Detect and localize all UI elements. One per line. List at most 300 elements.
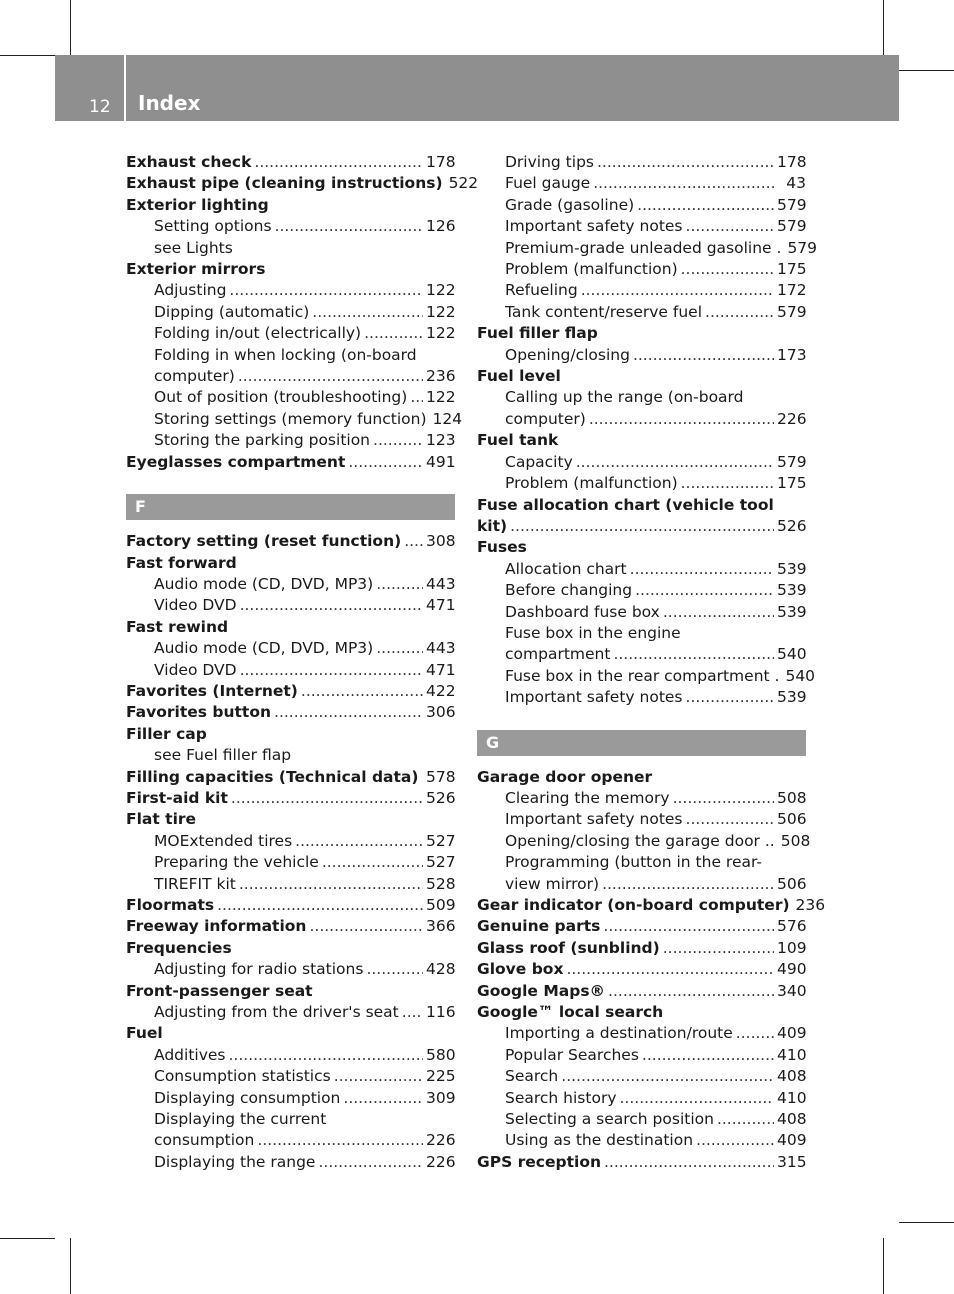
- index-cross-reference: see Fuel filler flap: [154, 746, 292, 765]
- index-entry-row: [505, 602, 806, 623]
- dot-leader: [275, 216, 423, 237]
- page-reference[interactable]: 576: [777, 917, 807, 936]
- index-entry-label: view mirror): [505, 874, 600, 893]
- index-entry-label: Video DVD: [154, 660, 237, 679]
- index-entry[interactable]: [126, 660, 455, 681]
- dot-leader: [566, 959, 774, 980]
- index-entry[interactable]: [477, 302, 806, 323]
- index-entry-label: Importing a destination/route: [505, 1024, 733, 1043]
- index-entry: [126, 981, 455, 1002]
- index-entry[interactable]: [126, 574, 455, 595]
- index-entry[interactable]: [477, 1088, 806, 1109]
- index-entry[interactable]: [126, 1002, 455, 1023]
- page-reference[interactable]: 309: [426, 1088, 456, 1107]
- page-reference[interactable]: 528: [426, 874, 456, 893]
- index-entry-label: Audio mode (CD, DVD, MP3): [154, 639, 374, 658]
- index-entry[interactable]: [126, 702, 455, 723]
- index-entry-row: [505, 452, 806, 473]
- index-entry-row: [154, 874, 455, 895]
- index-entry-label: Displaying the range: [154, 1152, 316, 1171]
- index-entry-label: Storing the parking position: [154, 431, 371, 450]
- dot-leader: [597, 152, 774, 173]
- page-reference[interactable]: 410: [777, 1045, 807, 1064]
- dot-leader: [239, 874, 423, 895]
- index-entry[interactable]: [477, 238, 818, 259]
- page-reference[interactable]: 236: [795, 896, 826, 914]
- page-reference[interactable]: 527: [426, 853, 456, 872]
- index-heading: Fuel filler flap: [477, 324, 598, 343]
- page-reference[interactable]: 126: [426, 217, 456, 236]
- index-entry[interactable]: [477, 473, 806, 494]
- page-reference[interactable]: 408: [777, 1067, 807, 1086]
- index-entry-label: MOExtended tires: [154, 831, 293, 850]
- index-entry-label: Search history: [505, 1088, 617, 1107]
- index-entry-row: [477, 516, 806, 537]
- dot-leader: [257, 1130, 423, 1151]
- page-reference[interactable]: 409: [777, 1024, 807, 1043]
- page-reference[interactable]: 225: [426, 1067, 456, 1086]
- index-entry-row: [505, 195, 806, 216]
- index-entry[interactable]: [477, 938, 806, 959]
- index-entry[interactable]: [477, 602, 806, 623]
- index-entry-row: [154, 1045, 455, 1066]
- page-reference[interactable]: 443: [426, 639, 456, 658]
- index-entry[interactable]: [477, 831, 811, 852]
- page-number: 12: [89, 97, 111, 117]
- page-reference[interactable]: 578: [426, 767, 456, 786]
- index-heading: Garage door opener: [477, 767, 653, 786]
- index-entry[interactable]: [126, 409, 463, 430]
- dot-leader: [318, 1152, 423, 1173]
- index-entry-label: Gear indicator (on-board computer): [477, 896, 790, 914]
- index-entry-label: Calling up the range (on-board: [505, 388, 744, 407]
- index-entry-row: [154, 959, 455, 980]
- dot-leader: [322, 852, 423, 873]
- dot-leader: [421, 767, 423, 788]
- page-reference[interactable]: 579: [777, 302, 807, 321]
- index-entry-label: Dipping (automatic): [154, 302, 310, 321]
- crop-mark: [883, 1238, 884, 1294]
- page-reference[interactable]: 122: [426, 324, 456, 343]
- dot-leader: [589, 409, 774, 430]
- index-entry[interactable]: [126, 173, 479, 194]
- index-entry[interactable]: [477, 387, 806, 430]
- dot-leader: [510, 516, 774, 537]
- page-reference[interactable]: 123: [426, 431, 456, 450]
- index-entry[interactable]: [477, 452, 806, 473]
- dot-leader: [736, 1023, 774, 1044]
- page-reference[interactable]: 491: [426, 452, 456, 471]
- index-entry-row: [126, 173, 479, 194]
- page-reference[interactable]: 308: [426, 532, 456, 551]
- index-entry[interactable]: [477, 580, 806, 601]
- header-divider: [124, 55, 126, 121]
- page-reference[interactable]: 506: [777, 810, 807, 829]
- page-reference[interactable]: 540: [785, 666, 816, 685]
- index-entry-label: computer): [505, 409, 586, 428]
- page-reference[interactable]: 490: [777, 960, 807, 979]
- index-entry[interactable]: [477, 1045, 806, 1066]
- index-entry-label: Preparing the vehicle: [154, 853, 319, 872]
- index-entry[interactable]: [477, 809, 806, 830]
- page-reference[interactable]: 43: [786, 174, 806, 193]
- page-reference[interactable]: 579: [777, 217, 807, 236]
- crop-mark: [899, 1222, 954, 1223]
- page-reference[interactable]: 340: [777, 981, 807, 1000]
- index-entry-label: Fuse box in the rear compartment .: [505, 666, 780, 685]
- page-reference[interactable]: 122: [426, 388, 456, 407]
- index-entry[interactable]: [126, 1045, 455, 1066]
- page-reference[interactable]: 178: [777, 153, 807, 171]
- page-reference[interactable]: 579: [777, 452, 807, 471]
- index-entry[interactable]: [477, 259, 806, 280]
- index-entry[interactable]: [477, 959, 806, 980]
- index-entry: [126, 724, 455, 745]
- dot-leader: [635, 580, 774, 601]
- dot-leader: [343, 1088, 423, 1109]
- index-entry: [477, 767, 806, 788]
- index-entry-row: [477, 916, 806, 937]
- index-entry-row: [154, 1130, 455, 1151]
- index-entry-row: [477, 1152, 806, 1173]
- index-entry-label: Genuine parts: [477, 917, 601, 936]
- index-entry-label: Google Maps®: [477, 981, 606, 1000]
- page-reference[interactable]: 315: [777, 1152, 807, 1171]
- page-reference[interactable]: 173: [777, 345, 807, 364]
- page-reference[interactable]: 175: [777, 474, 807, 493]
- dot-leader: [254, 152, 423, 173]
- index-entry-label: Grade (gasoline): [505, 195, 635, 214]
- index-entry[interactable]: [477, 1130, 806, 1151]
- index-entry[interactable]: [477, 981, 806, 1002]
- index-entry-label: Clearing the memory: [505, 788, 670, 807]
- dot-leader: [404, 531, 423, 552]
- index-entry-row: [505, 473, 806, 494]
- page-reference[interactable]: 410: [777, 1088, 807, 1107]
- dot-leader: [238, 366, 423, 387]
- index-entry-label: Opening/closing: [505, 345, 630, 364]
- index-entry-row: [505, 216, 806, 237]
- index-entry[interactable]: [477, 345, 806, 366]
- index-entry[interactable]: [477, 280, 806, 301]
- dot-leader: [309, 916, 423, 937]
- index-entry[interactable]: [126, 638, 455, 659]
- index-entry-label: Additives: [154, 1045, 226, 1064]
- page-reference[interactable]: 175: [777, 260, 807, 279]
- page-reference[interactable]: 443: [426, 574, 456, 593]
- index-entry-label: Favorites (Internet): [126, 681, 298, 700]
- page-reference[interactable]: 579: [787, 238, 818, 257]
- index-entry-label: Filling capacities (Technical data): [126, 767, 419, 786]
- index-entry[interactable]: [126, 452, 455, 473]
- index-entry-row: [477, 938, 806, 959]
- index-heading: Google™ local search: [477, 1003, 664, 1022]
- page-reference[interactable]: 109: [777, 938, 807, 957]
- page-reference[interactable]: 422: [426, 681, 456, 700]
- dot-leader: [576, 452, 774, 473]
- index-entry[interactable]: [126, 916, 455, 937]
- dot-leader: [402, 1002, 423, 1023]
- index-entry-row: [154, 595, 455, 616]
- index-entry-label: Displaying the current: [154, 1110, 327, 1129]
- page-reference[interactable]: 539: [777, 602, 807, 621]
- index-entry-row: [126, 895, 455, 916]
- index-entry-label: Problem (malfunction): [505, 260, 678, 279]
- index-entry-row: [154, 1152, 455, 1173]
- index-heading: Exterior lighting: [126, 195, 269, 214]
- index-entry[interactable]: [477, 852, 806, 895]
- index-entry[interactable]: [477, 895, 826, 916]
- index-entry[interactable]: [126, 1109, 455, 1152]
- index-entry-row: [505, 259, 806, 280]
- dot-leader: [663, 602, 774, 623]
- index-entry[interactable]: [126, 387, 455, 408]
- page-reference[interactable]: 116: [426, 1003, 456, 1022]
- dot-leader: [604, 1152, 774, 1173]
- index-entry-row: [154, 574, 455, 595]
- index-entry-label: Search: [505, 1067, 559, 1086]
- page-reference[interactable]: 471: [426, 660, 456, 679]
- index-entry[interactable]: [126, 216, 455, 237]
- index-entry-label: Video DVD: [154, 596, 237, 615]
- index-entry-row: [154, 660, 455, 681]
- index-entry-row: [505, 1130, 806, 1151]
- index-entry[interactable]: [126, 852, 455, 873]
- page-reference[interactable]: 226: [426, 1131, 456, 1150]
- page-reference[interactable]: 306: [426, 703, 456, 722]
- index-entry-row: [505, 1023, 806, 1044]
- index-entry-row: [154, 302, 455, 323]
- index-entry[interactable]: [126, 280, 455, 301]
- index-entry: [126, 259, 455, 280]
- dot-leader: [705, 302, 774, 323]
- index-entry[interactable]: [477, 1109, 806, 1130]
- dot-leader: [376, 574, 423, 595]
- crop-mark: [0, 55, 55, 56]
- index-entry-label: Folding in/out (electrically): [154, 324, 362, 343]
- index-entry[interactable]: [126, 788, 455, 809]
- dot-leader: [603, 916, 774, 937]
- page-reference[interactable]: 527: [426, 831, 456, 850]
- dot-leader: [301, 681, 423, 702]
- index-entry-row: [154, 366, 455, 387]
- index-entry-label: Before changing: [505, 581, 633, 600]
- index-entry-row: [505, 173, 806, 194]
- index-entry-row: [126, 452, 455, 473]
- index-entry[interactable]: [126, 895, 455, 916]
- index-entry: [477, 323, 806, 344]
- index-entry[interactable]: [477, 559, 806, 580]
- page-reference[interactable]: 539: [777, 581, 807, 600]
- index-entry[interactable]: [126, 681, 455, 702]
- index-entry[interactable]: [477, 216, 806, 237]
- dot-leader: [613, 644, 774, 665]
- index-entry[interactable]: [477, 788, 806, 809]
- index-entry[interactable]: [126, 959, 455, 980]
- index-entry[interactable]: [477, 173, 806, 194]
- index-entry-label: Refueling: [505, 281, 578, 300]
- index-entry-label: Capacity: [505, 452, 573, 471]
- index-entry-label: Setting options: [154, 217, 272, 236]
- index-entry[interactable]: [477, 687, 806, 708]
- page-reference[interactable]: 366: [426, 917, 456, 936]
- dot-leader: [681, 259, 774, 280]
- dot-leader: [673, 788, 774, 809]
- index-entry-label: Fuse box in the engine: [505, 623, 681, 642]
- index-entry[interactable]: [477, 1023, 806, 1044]
- index-entry-row: [505, 302, 806, 323]
- dot-leader: [373, 430, 423, 451]
- index-entry-label: Folding in when locking (on-board: [154, 345, 417, 364]
- index-entry-row: [154, 831, 455, 852]
- index-heading: Fuel level: [477, 367, 561, 386]
- index-entry-label: Eyeglasses compartment: [126, 452, 346, 471]
- index-entry-row: [126, 767, 455, 788]
- index-entry-label: Important safety notes: [505, 217, 683, 236]
- index-entry: [477, 537, 806, 558]
- index-entry-label: Driving tips: [505, 153, 594, 171]
- index-entry-label: Fuse allocation chart (vehicle tool: [477, 495, 774, 514]
- index-entry-label: Glass roof (sunblind): [477, 938, 660, 957]
- index-entry-label: consumption: [154, 1131, 255, 1150]
- index-entry: [126, 238, 455, 259]
- index-entry-label: Storing settings (memory function): [154, 409, 427, 428]
- page-reference[interactable]: 580: [426, 1045, 456, 1064]
- index-entry[interactable]: [126, 531, 455, 552]
- page-reference[interactable]: 526: [777, 516, 807, 535]
- index-entry[interactable]: [477, 1152, 806, 1173]
- index-entry[interactable]: [477, 152, 806, 173]
- index-entry[interactable]: [126, 302, 455, 323]
- page-reference[interactable]: 522: [448, 174, 479, 193]
- index-entry[interactable]: [477, 1066, 806, 1087]
- index-entry[interactable]: [477, 195, 806, 216]
- dot-leader: [240, 595, 423, 616]
- page-reference[interactable]: 509: [426, 896, 456, 914]
- index-heading: Fuses: [477, 538, 527, 557]
- index-entry-label: Programming (button in the rear-: [505, 853, 762, 872]
- index-entry-row: [505, 580, 806, 601]
- index-entry[interactable]: [126, 1066, 455, 1087]
- dot-leader: [228, 1045, 423, 1066]
- index-entry[interactable]: [126, 1088, 455, 1109]
- section-letter-header: G: [477, 730, 806, 756]
- dot-leader: [274, 702, 423, 723]
- index-entry: [126, 938, 455, 959]
- index-entry[interactable]: [126, 345, 455, 388]
- page-reference[interactable]: 471: [426, 596, 456, 615]
- index-column-right: [477, 152, 826, 1173]
- page-reference[interactable]: 122: [426, 281, 456, 300]
- page-reference[interactable]: 236: [426, 367, 456, 386]
- index-entry[interactable]: [126, 874, 455, 895]
- index-heading: Fuel tank: [477, 431, 559, 450]
- index-entry-label: Adjusting: [154, 281, 227, 300]
- index-entry-row: [505, 1109, 806, 1130]
- dot-leader: [348, 452, 423, 473]
- index-entry: [126, 195, 455, 216]
- index-entry[interactable]: [477, 623, 806, 666]
- index-entry[interactable]: [477, 666, 816, 687]
- page-reference[interactable]: 428: [426, 960, 456, 979]
- index-entry: [477, 366, 806, 387]
- page-reference[interactable]: 122: [426, 302, 456, 321]
- page-reference[interactable]: 124: [432, 409, 463, 428]
- dot-leader: [633, 345, 774, 366]
- index-entry-row: [126, 152, 455, 173]
- index-entry[interactable]: [126, 1152, 455, 1173]
- dot-leader: [642, 1045, 774, 1066]
- index-entry-label: Audio mode (CD, DVD, MP3): [154, 574, 374, 593]
- index-entry-row: [505, 831, 811, 852]
- page-reference[interactable]: 508: [777, 788, 807, 807]
- page-reference[interactable]: 409: [777, 1131, 807, 1150]
- index-entry-label: compartment: [505, 645, 611, 664]
- index-entry-row: [126, 702, 455, 723]
- page-reference[interactable]: 178: [426, 153, 456, 171]
- index-entry-label: Glove box: [477, 960, 564, 979]
- index-entry: [126, 745, 455, 766]
- index-entry-row: [505, 687, 806, 708]
- index-entry[interactable]: [126, 323, 455, 344]
- dot-leader: [312, 302, 423, 323]
- index-entry[interactable]: [126, 767, 455, 788]
- index-entry-row: [154, 1066, 455, 1087]
- index-heading: Flat tire: [126, 810, 197, 829]
- index-entry[interactable]: [126, 430, 455, 451]
- index-entry-label: Important safety notes: [505, 810, 683, 829]
- page-reference[interactable]: 526: [426, 788, 456, 807]
- index-entry-row: [505, 559, 806, 580]
- index-entry-row: [505, 809, 806, 830]
- index-heading: Fast forward: [126, 553, 237, 572]
- dot-leader: [366, 959, 423, 980]
- index-entry: [126, 617, 455, 638]
- index-entry-row: [126, 788, 455, 809]
- index-entry-row: [154, 1088, 455, 1109]
- index-column-left: [126, 152, 479, 1173]
- dot-leader: [663, 938, 774, 959]
- index-entry-row: [477, 959, 806, 980]
- index-entry[interactable]: [477, 916, 806, 937]
- index-entry-row: [154, 852, 455, 873]
- page-reference[interactable]: 172: [777, 281, 807, 300]
- page-reference[interactable]: 226: [426, 1152, 456, 1171]
- dot-leader: [620, 1088, 775, 1109]
- index-entry[interactable]: [126, 831, 455, 852]
- index-entry-label: Popular Searches: [505, 1045, 639, 1064]
- page-reference[interactable]: 579: [777, 195, 807, 214]
- dot-leader: [602, 874, 774, 895]
- index-cross-reference: see Lights: [154, 238, 233, 257]
- index-entry-row: [505, 644, 806, 665]
- index-heading: Fast rewind: [126, 617, 229, 636]
- index-entry[interactable]: [126, 152, 455, 173]
- index-entry[interactable]: [477, 495, 806, 538]
- page-reference[interactable]: 539: [777, 559, 807, 578]
- page-reference[interactable]: 539: [777, 688, 807, 707]
- index-entry-label: Problem (malfunction): [505, 474, 678, 493]
- index-entry[interactable]: [126, 595, 455, 616]
- index-entry-row: [154, 1002, 455, 1023]
- page-reference[interactable]: 508: [780, 831, 811, 850]
- index-entry-row: [505, 1066, 806, 1087]
- page-reference[interactable]: 226: [777, 409, 807, 428]
- page-reference[interactable]: 506: [777, 874, 807, 893]
- page-reference[interactable]: 408: [777, 1110, 807, 1129]
- page-reference[interactable]: 540: [777, 645, 807, 664]
- index-entry-row: [505, 1088, 806, 1109]
